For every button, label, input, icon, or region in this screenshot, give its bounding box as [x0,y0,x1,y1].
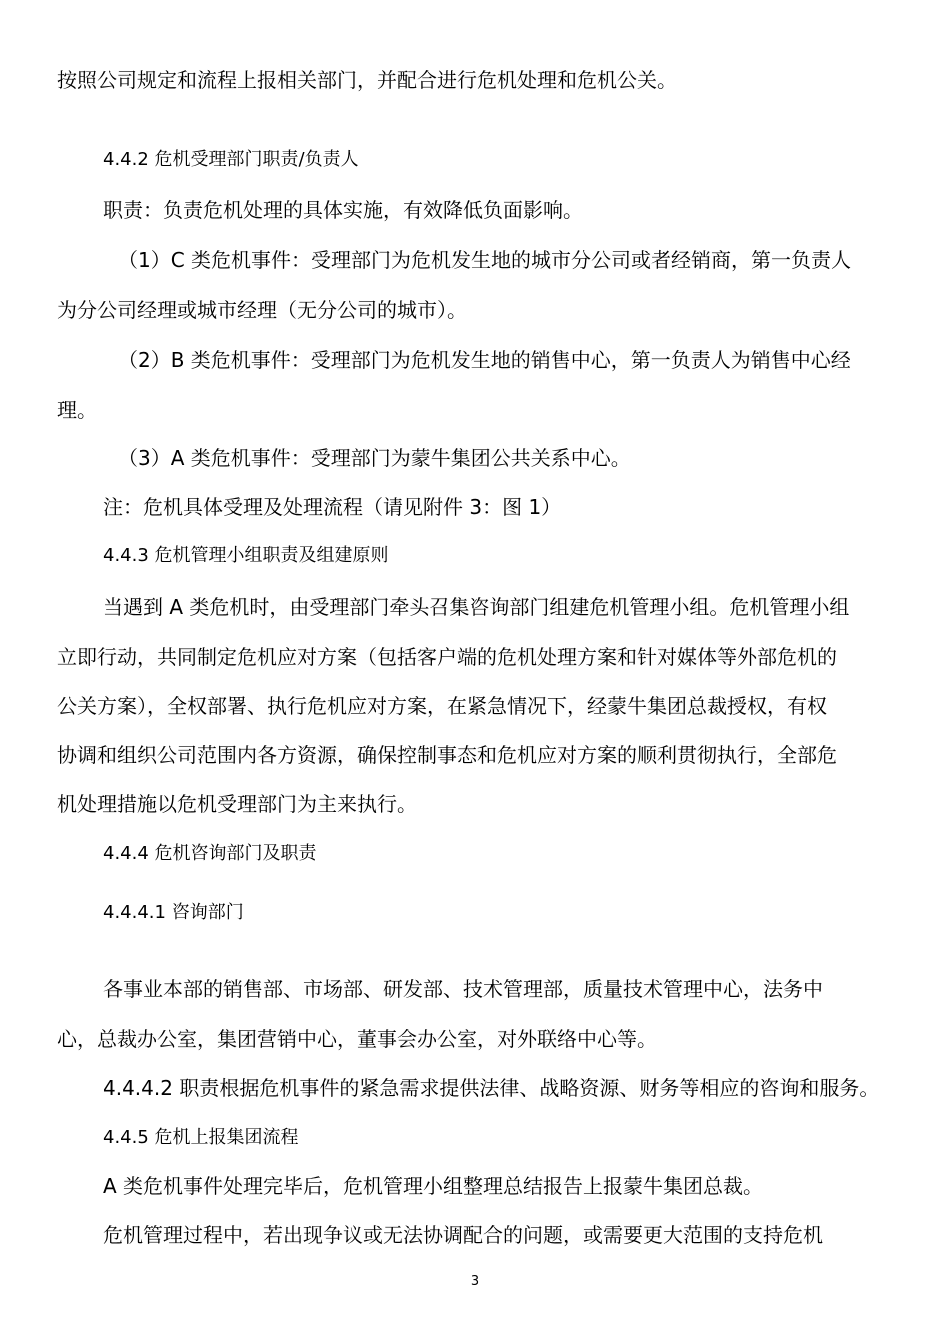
section-heading: 4.4.4 危机咨询部门及职责 [103,843,317,864]
section-heading: 4.4.3 危机管理小组职责及组建原则 [103,545,389,566]
paragraph-line: 危机管理过程中，若出现争议或无法协调配合的问题，或需要更大范围的支持危机 [103,1223,823,1247]
list-item-line: （1）C 类危机事件：受理部门为危机发生地的城市分公司或者经销商，第一负责人 [118,248,852,272]
paragraph-line: 按照公司规定和流程上报相关部门，并配合进行危机处理和危机公关。 [57,68,677,92]
section-heading: 4.4.5 危机上报集团流程 [103,1127,299,1148]
paragraph-line: 4.4.4.2 职责根据危机事件的紧急需求提供法律、战略资源、财务等相应的咨询和服务。 [103,1076,880,1100]
note-line: 注：危机具体受理及处理流程（请见附件 3：图 1） [103,495,562,519]
paragraph-line: 协调和组织公司范围内各方资源，确保控制事态和危机应对方案的顺利贯彻执行，全部危 [57,743,837,767]
list-item-line: （3）A 类危机事件：受理部门为蒙牛集团公共关系中心。 [118,446,631,470]
paragraph-line: 公关方案），全权部署、执行危机应对方案，在紧急情况下，经蒙牛集团总裁授权，有权 [57,694,827,718]
section-heading: 4.4.2 危机受理部门职责/负责人 [103,149,359,170]
paragraph-line: 心，总裁办公室，集团营销中心，董事会办公室，对外联络中心等。 [57,1027,657,1051]
paragraph-line: 职责：负责危机处理的具体实施，有效降低负面影响。 [103,198,583,222]
paragraph-line: 立即行动，共同制定危机应对方案（包括客户端的危机处理方案和针对媒体等外部危机的 [57,645,837,669]
paragraph-line: 当遇到 A 类危机时，由受理部门牵头召集咨询部门组建危机管理小组。危机管理小组 [103,595,850,619]
list-item-line: （2）B 类危机事件：受理部门为危机发生地的销售中心，第一负责人为销售中心经 [118,348,851,372]
page-number: 3 [470,1274,480,1289]
paragraph-line: 机处理措施以危机受理部门为主来执行。 [57,792,417,816]
paragraph-line: 各事业本部的销售部、市场部、研发部、技术管理部，质量技术管理中心，法务中 [103,977,823,1001]
list-item-line: 为分公司经理或城市经理（无分公司的城市）。 [57,298,467,322]
paragraph-line: A 类危机事件处理完毕后，危机管理小组整理总结报告上报蒙牛集团总裁。 [103,1174,764,1198]
section-heading: 4.4.4.1 咨询部门 [103,902,244,923]
list-item-line: 理。 [57,398,97,422]
